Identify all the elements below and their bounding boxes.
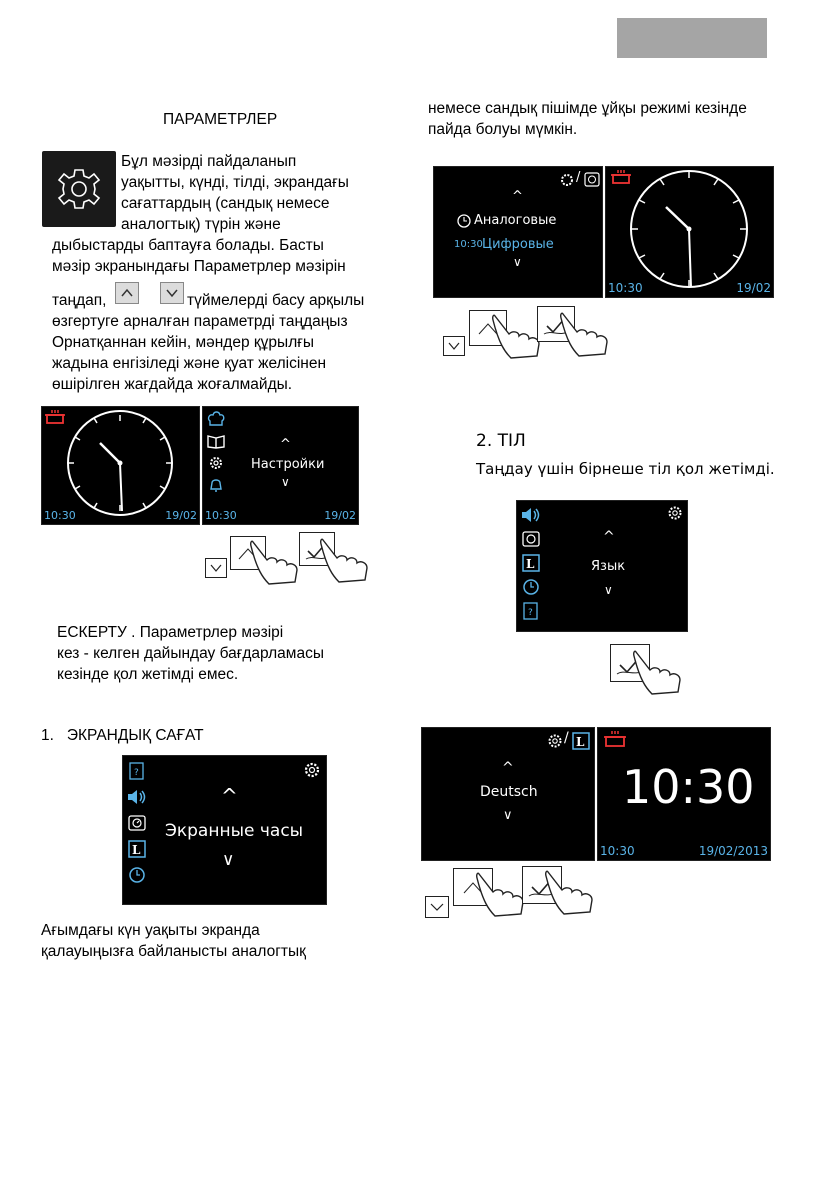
screen-time: 10:30 — [205, 509, 237, 522]
menu-label: Экранные часы — [165, 821, 304, 841]
help-icon — [521, 602, 541, 620]
menu-icon-column — [127, 762, 149, 884]
down-key — [443, 336, 465, 356]
gear-icon — [302, 760, 322, 780]
screen-clock-menu — [122, 755, 327, 905]
bottom-line: Ағымдағы күн уақыты экранда — [41, 922, 260, 939]
clock-icon — [127, 866, 147, 884]
svg-text:L: L — [132, 843, 141, 857]
right-top-text — [428, 98, 747, 140]
svg-text:?: ? — [528, 608, 533, 618]
right-line: немесе сандық пішімде ұйқы режимі кезінде — [428, 100, 747, 117]
intro-line: Бұл мәзірді пайдаланып — [121, 153, 297, 170]
chevron-down-icon — [206, 559, 226, 577]
chevron-up-icon — [116, 283, 138, 303]
keypad-group — [610, 644, 700, 700]
intro-line: сағаттардың (сандық немесе — [121, 195, 330, 212]
menu-label: Настройки — [251, 457, 325, 472]
header-tab — [617, 18, 767, 58]
screen-clock-icon — [521, 530, 541, 548]
main-menu-screen — [202, 406, 359, 525]
option-digital: Цифровые — [482, 237, 554, 252]
body-line: өшірілген жағдайда жоғалмайды. — [52, 376, 293, 393]
hand-pointer-icon — [628, 648, 688, 698]
body-line: Орнатқаннан кейін, мәндер құрылғы — [52, 334, 315, 351]
down-key — [205, 558, 227, 578]
language-icon — [572, 732, 590, 750]
language-select-screen — [421, 727, 595, 861]
slash-separator: / — [576, 170, 581, 185]
note-text — [57, 622, 324, 685]
speaker-icon — [127, 788, 149, 806]
keypad-group — [443, 300, 623, 362]
menu-icon-column — [207, 411, 227, 493]
body-line: өзгертуге арналған параметрді таңдаңыз — [52, 313, 348, 330]
note-line: ЕСКЕРТУ . Параметрлер мәзірі — [57, 624, 284, 641]
gear-icon — [546, 732, 564, 750]
chevron-up-icon: ^ — [603, 529, 615, 545]
note-line: кез - келген дайындау бағдарламасы — [57, 645, 324, 662]
analog-clock-icon — [60, 407, 180, 519]
gear-icon — [42, 151, 116, 227]
screen-date: 19/02 — [324, 509, 356, 522]
screen-date: 19/02 — [736, 281, 771, 295]
chevron-down-icon — [444, 337, 464, 355]
menu-icon-column — [521, 506, 543, 620]
language-icon — [127, 840, 147, 858]
gear-icon — [559, 172, 575, 188]
language-icon — [521, 554, 541, 572]
keypad-group — [425, 866, 625, 928]
settings-language-screen — [516, 500, 688, 632]
screen-clock-icon — [584, 172, 600, 188]
sub2-title: 2. ТІЛ — [476, 431, 526, 451]
book-icon — [207, 433, 225, 449]
select-suffix: түймелерді басу арқылы — [187, 292, 365, 309]
hand-pointer-icon — [245, 538, 305, 586]
settings-tile — [42, 151, 116, 227]
bottom-line: қалауыңызға байланысты аналогтық — [41, 943, 306, 960]
chevron-down-icon: ∨ — [604, 583, 613, 597]
bell-icon — [207, 477, 225, 493]
svg-text:L: L — [576, 735, 585, 749]
keypad-group — [205, 530, 365, 590]
help-icon — [127, 762, 147, 780]
gear-icon — [207, 455, 225, 471]
screen-time: 10:30 — [608, 281, 643, 295]
chevron-down-icon — [426, 897, 448, 917]
svg-text:L: L — [526, 557, 535, 571]
menu-label: Deutsch — [480, 784, 538, 800]
clock-icon — [521, 578, 541, 596]
big-time: 10:30 — [622, 760, 755, 814]
down-key — [425, 896, 449, 918]
note-line: кезінде қол жетімді емес. — [57, 666, 239, 683]
screen-date: 19/02 — [165, 509, 197, 522]
clock-type-screen — [433, 166, 603, 298]
clock-screen — [605, 166, 774, 298]
screen-time: 10:30 — [44, 509, 76, 522]
screen-time: 10:30 — [600, 844, 635, 858]
speaker-icon — [521, 506, 543, 524]
chevron-down-icon: ∨ — [513, 255, 522, 269]
menu-label: Язык — [591, 559, 626, 574]
option-digital-time: 10:30 — [454, 239, 483, 250]
clock-icon — [456, 213, 472, 229]
chevron-down-icon: ∨ — [281, 475, 290, 489]
chevron-up-icon: ^ — [512, 189, 523, 204]
chef-hat-icon — [207, 411, 225, 427]
sub1-title: 1. ЭКРАНДЫҚ САҒАТ — [41, 727, 204, 744]
chevron-up-icon: ^ — [221, 784, 238, 808]
slash-separator: / — [564, 730, 569, 746]
right-line: пайда болуы мүмкін. — [428, 121, 578, 138]
bottom-text — [41, 920, 306, 962]
pot-icon — [604, 731, 626, 747]
digital-clock-screen — [597, 727, 771, 861]
gear-icon — [666, 504, 684, 522]
intro-text — [121, 151, 349, 235]
body-line: мәзір экранындағы Параметрлер мәзірін — [52, 258, 346, 275]
section-title: ПАРАМЕТРЛЕР — [163, 111, 278, 128]
chevron-down-icon — [161, 283, 183, 303]
chevron-up-icon: ^ — [280, 437, 291, 452]
option-analog: Аналоговые — [474, 213, 557, 228]
hand-pointer-icon — [540, 868, 602, 918]
up-key-inline — [115, 282, 139, 304]
body-line: жадына енгізіледі және қуат желісінен — [52, 355, 327, 372]
body-text-2 — [52, 311, 348, 395]
sub2-text: Таңдау үшін бірнеше тіл қол жетімді. — [476, 460, 775, 478]
screen-clock-icon — [127, 814, 147, 832]
hand-pointer-icon — [315, 536, 375, 584]
chevron-up-icon: ^ — [502, 760, 514, 776]
chevron-down-icon: ∨ — [222, 850, 235, 870]
chevron-down-icon: ∨ — [503, 808, 513, 823]
intro-line: аналогтық) түрін және — [121, 216, 281, 233]
analog-clock-icon — [624, 167, 754, 291]
select-prefix: таңдап, — [52, 292, 107, 309]
screen-date: 19/02/2013 — [698, 844, 768, 858]
hand-pointer-icon — [555, 310, 615, 358]
intro-line: уақытты, күнді, тілді, экрандағы — [121, 174, 349, 191]
svg-text:?: ? — [134, 768, 139, 778]
down-key-inline — [160, 282, 184, 304]
body-line: дыбыстарды баптауға болады. Басты — [52, 237, 324, 254]
body-text — [52, 235, 346, 277]
clock-screen — [41, 406, 200, 525]
